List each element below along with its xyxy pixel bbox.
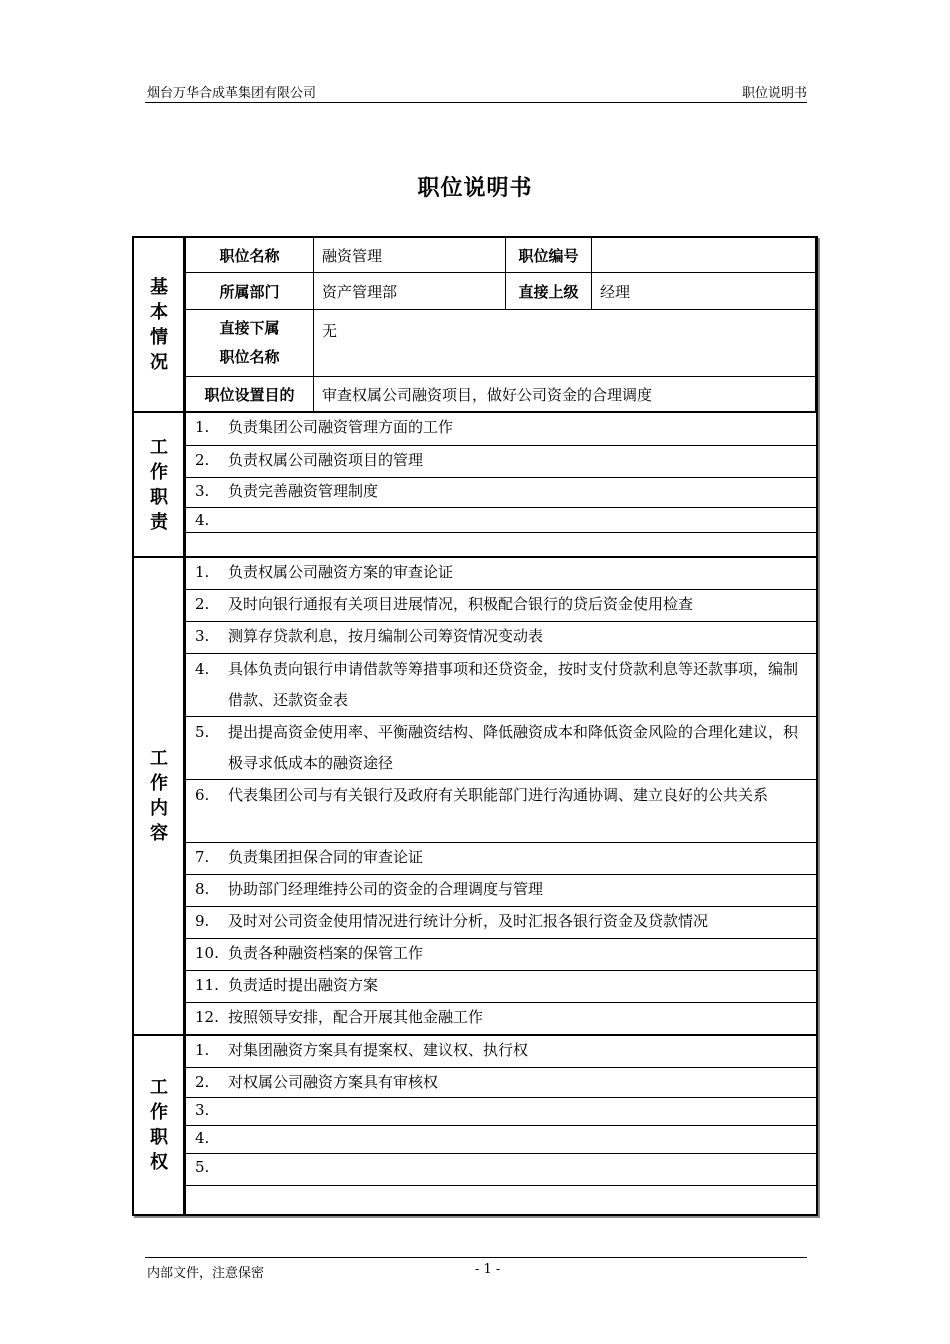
company-name: 烟台万华合成革集团有限公司 bbox=[147, 86, 317, 101]
list-item: 5. 提出提高资金使用率、平衡融资结构、降低融资成本和降低资金风险的合理化建议，积极寻求低成本的融资途径 bbox=[186, 717, 816, 780]
position-no-value bbox=[592, 238, 816, 273]
list-item: 3. bbox=[186, 1098, 816, 1126]
list-item: 4. 具体负责向银行申请借款等筹措事项和还贷资金，按时支付贷款利息等还款事项，编制借款、还款资金表 bbox=[186, 654, 816, 717]
list-item: 4. bbox=[186, 1126, 816, 1154]
page-footer bbox=[145, 1257, 807, 1281]
subordinate-value: 无 bbox=[314, 310, 816, 377]
department-value: 资产管理部 bbox=[314, 273, 506, 310]
list-item: 2. 及时向银行通报有关项目进展情况，积极配合银行的贷后资金使用检查 bbox=[186, 590, 816, 622]
doc-type: 职位说明书 bbox=[741, 86, 807, 101]
supervisor-value: 经理 bbox=[592, 273, 816, 310]
supervisor-label: 直接上级 bbox=[506, 273, 592, 310]
subordinate-label bbox=[186, 310, 314, 377]
purpose-value: 审查权属公司融资项目，做好公司资金的合理调度 bbox=[314, 377, 816, 413]
section-label-authority: 工作职权 bbox=[150, 1077, 168, 1173]
section-label-duties: 工作职责 bbox=[150, 436, 168, 533]
section-label-content: 工作内容 bbox=[150, 748, 168, 844]
section-label-basic: 基本情况 bbox=[150, 276, 168, 373]
purpose-label: 职位设置目的 bbox=[186, 377, 314, 413]
section-content bbox=[134, 558, 184, 1036]
list-item: 8. 协助部门经理维持公司的资金的合理调度与管理 bbox=[186, 875, 816, 907]
list-item: 2. 对权属公司融资方案具有审核权 bbox=[186, 1068, 816, 1098]
list-item: 9. 及时对公司资金使用情况进行统计分析，及时汇报各银行资金及贷款情况 bbox=[186, 907, 816, 939]
page-title: 职位说明书 bbox=[417, 176, 533, 201]
subordinate-label-line1: 直接下属 bbox=[219, 319, 280, 337]
list-item: 5. bbox=[186, 1154, 816, 1186]
list-item: 1. 负责权属公司融资方案的审查论证 bbox=[186, 558, 816, 590]
list-item: 3. 负责完善融资管理制度 bbox=[186, 478, 816, 508]
page-number: - 1 - bbox=[475, 1262, 501, 1277]
section-authority bbox=[134, 1036, 184, 1214]
list-item-empty bbox=[186, 1186, 816, 1214]
list-item: 3. 测算存贷款利息，按月编制公司筹资情况变动表 bbox=[186, 622, 816, 654]
list-item: 7. 负责集团担保合同的审查论证 bbox=[186, 843, 816, 875]
confidential-note: 内部文件，注意保密 bbox=[147, 1266, 265, 1281]
list-item: 10. 负责各种融资档案的保管工作 bbox=[186, 939, 816, 971]
list-item: 1. 对集团融资方案具有提案权、建议权、执行权 bbox=[186, 1036, 816, 1068]
list-item: 2. 负责权属公司融资项目的管理 bbox=[186, 446, 816, 478]
department-label: 所属部门 bbox=[186, 273, 314, 310]
section-basic-info bbox=[134, 238, 184, 413]
position-no-label: 职位编号 bbox=[506, 238, 592, 273]
section-duties bbox=[134, 413, 184, 558]
list-item-empty bbox=[186, 533, 816, 558]
position-name-value: 融资管理 bbox=[314, 238, 506, 273]
list-item: 4. bbox=[186, 508, 816, 533]
list-item: 12. 按照领导安排，配合开展其他金融工作 bbox=[186, 1003, 816, 1036]
position-name-label: 职位名称 bbox=[186, 238, 314, 273]
page-header bbox=[145, 80, 807, 103]
list-item: 1. 负责集团公司融资管理方面的工作 bbox=[186, 413, 816, 446]
list-item: 11. 负责适时提出融资方案 bbox=[186, 971, 816, 1003]
subordinate-label-line2: 职位名称 bbox=[219, 348, 280, 366]
list-item: 6. 代表集团公司与有关银行及政府有关职能部门进行沟通协调、建立良好的公共关系 bbox=[186, 780, 816, 843]
